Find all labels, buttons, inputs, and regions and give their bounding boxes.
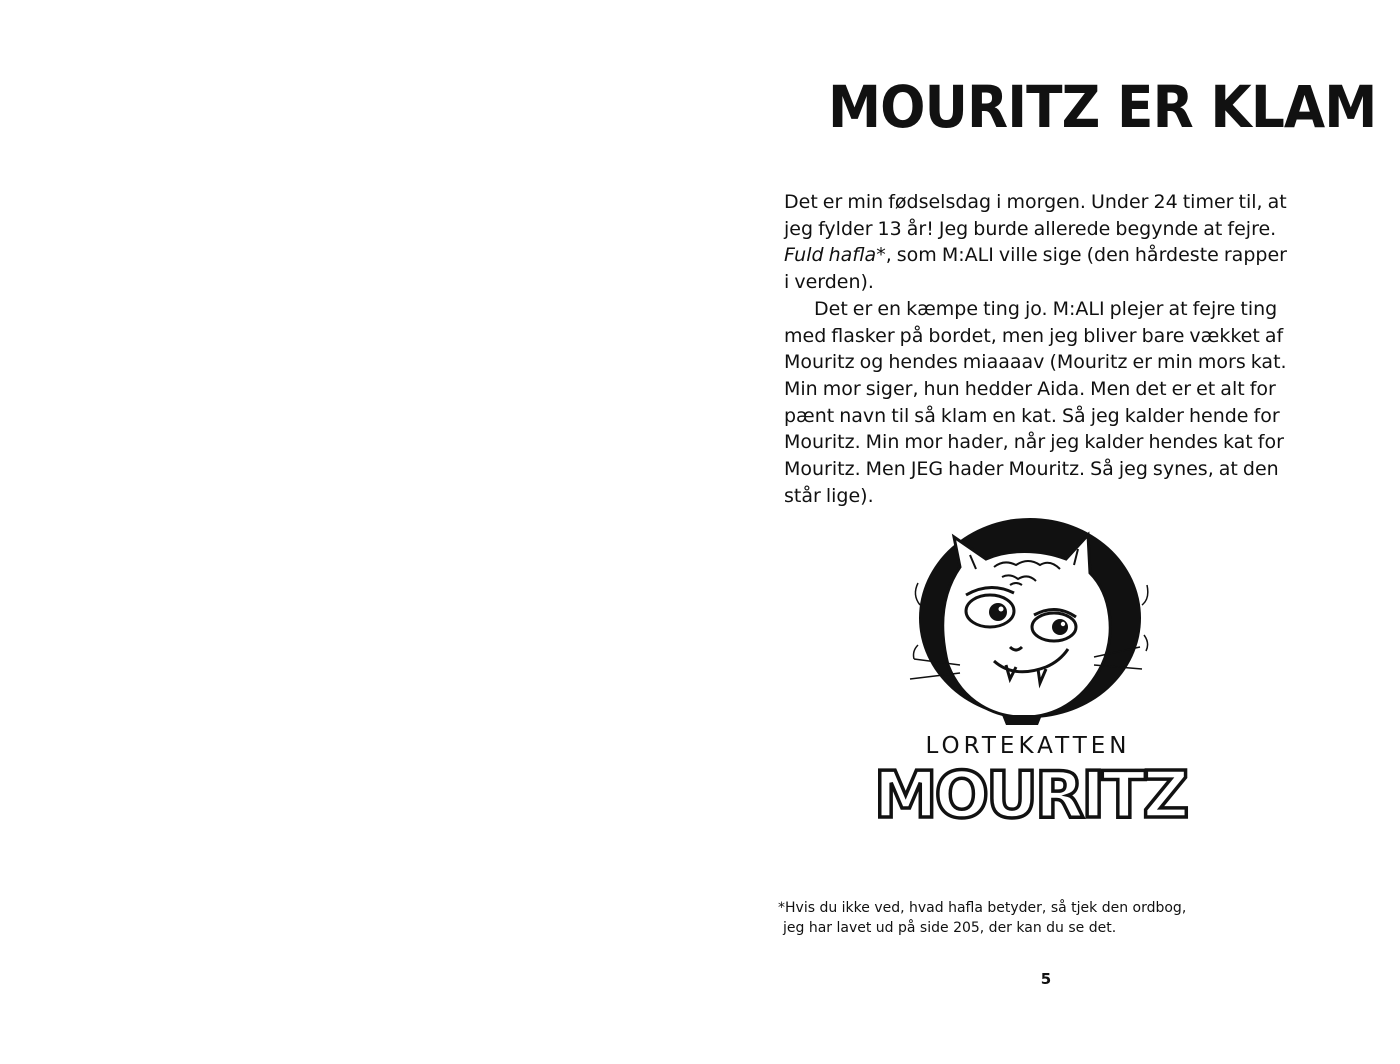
footnote-line-2: jeg har lavet ud på side 205, der kan du se det. bbox=[783, 920, 1117, 936]
cat-portrait-drawing bbox=[873, 515, 1187, 835]
cat-face bbox=[943, 535, 1111, 717]
paragraph-1-text-a: Det er min fødselsdag i morgen. Under 24 timer til, at jeg fylder 13 år! Jeg burde allerede begynde at fejre. bbox=[784, 191, 1287, 240]
body-text bbox=[784, 189, 1296, 509]
paragraph-1-italic-term: Fuld hafla bbox=[784, 244, 877, 267]
paragraph-1-text-b: *, som M:ALI ville sige (den hårdeste rapper i verden). bbox=[784, 244, 1287, 294]
paragraph-1 bbox=[784, 189, 1296, 296]
collar bbox=[1002, 715, 1042, 725]
caption-lortekatten: LORTEKATTEN bbox=[925, 733, 1131, 759]
paragraph-2: Det er en kæmpe ting jo. M:ALI plejer at fejre ting med flasker på bordet, men jeg bliver bare vækket af Mouritz og hendes miaaaav (Mouritz er min mors kat. Min mor siger, hun hedder Aida. Men det er et alt for pænt navn til så klam en kat. Så jeg kalder hende for Mouritz. Min mor hader, når jeg kalder hendes kat for Mouritz. Men JEG hader Mouritz. Så jeg synes, at den står lige). bbox=[784, 297, 1287, 507]
footnote-line-1: *Hvis du ikke ved, hvad hafla betyder, så tjek den ordbog, bbox=[778, 900, 1187, 916]
caption-mouritz: MOURITZ bbox=[873, 759, 1187, 833]
right-page bbox=[700, 0, 1400, 1064]
footnote bbox=[778, 898, 1198, 938]
chapter-title: MOURITZ ER KLAM bbox=[828, 73, 1377, 141]
page-number: 5 bbox=[1040, 970, 1052, 988]
cat-illustration bbox=[873, 515, 1187, 835]
